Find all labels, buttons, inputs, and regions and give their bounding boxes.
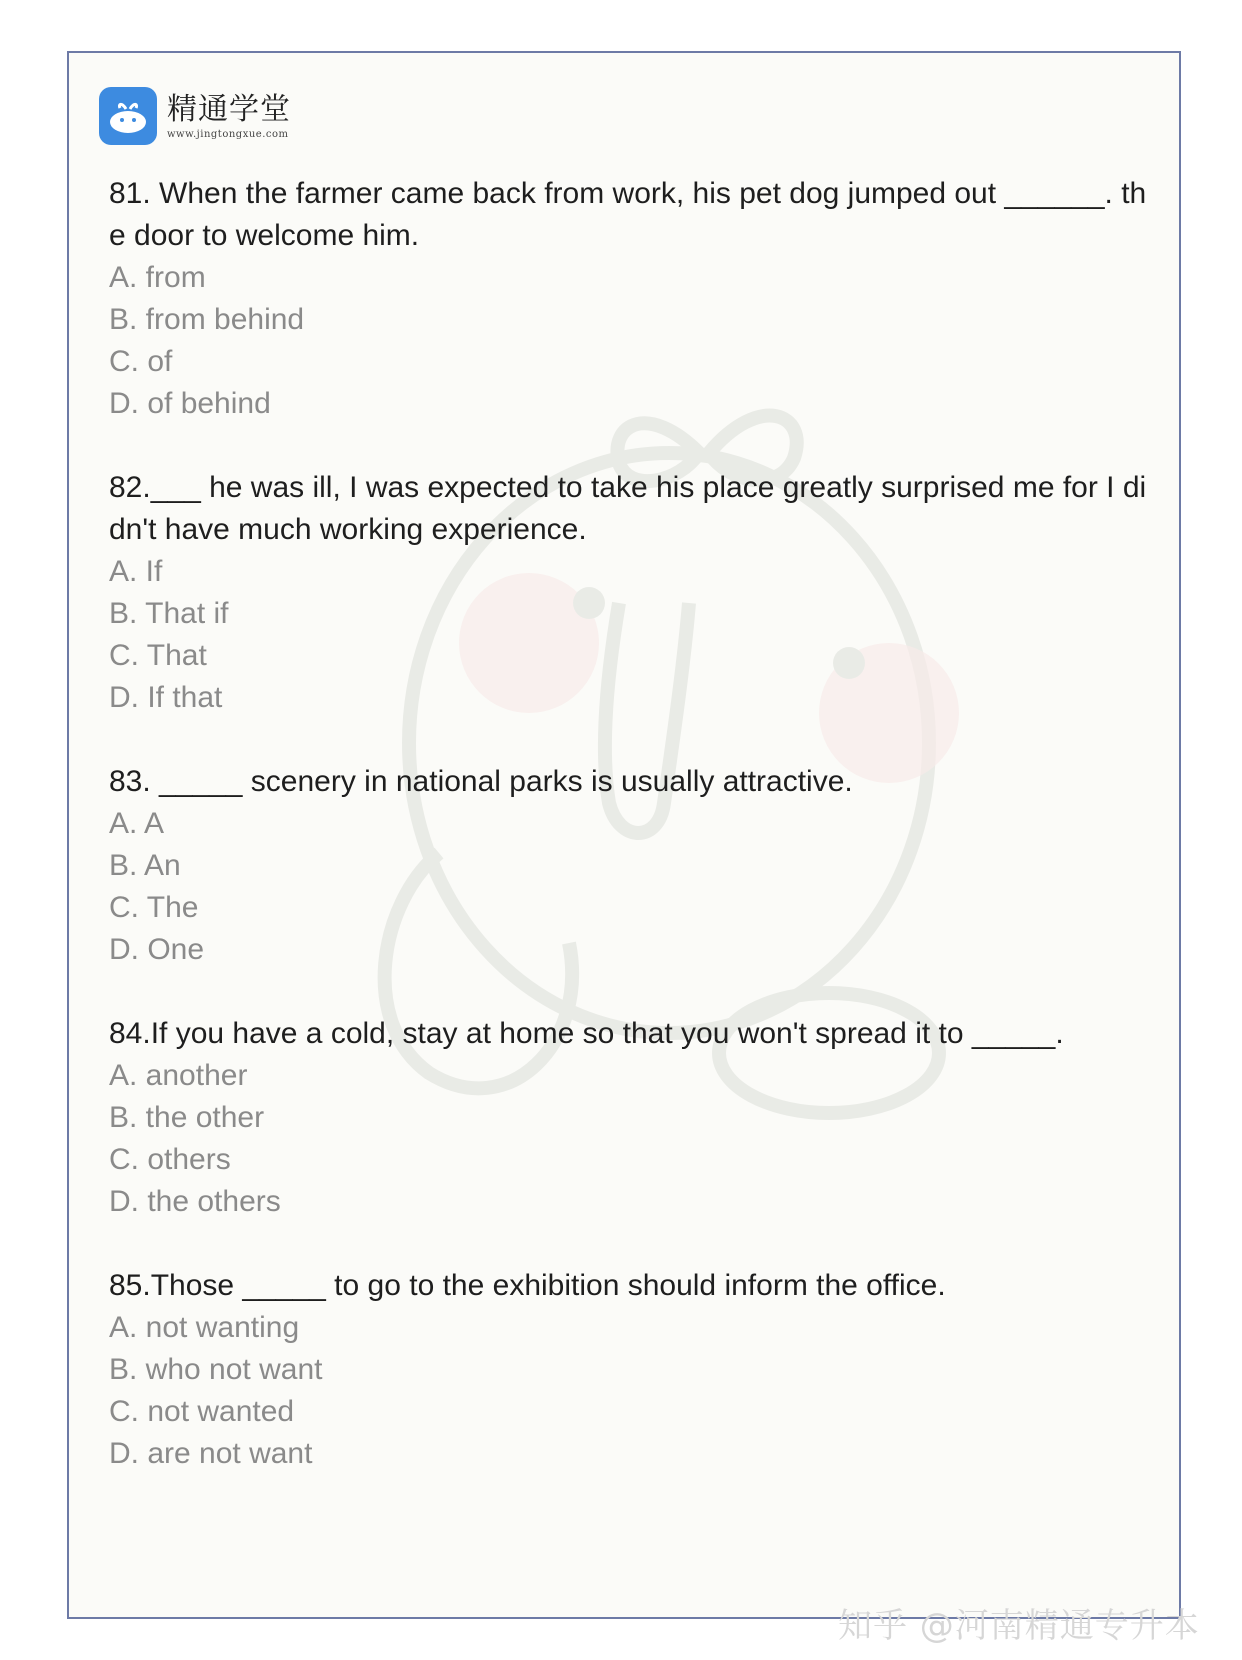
brand-name: 精通学堂 bbox=[167, 91, 291, 127]
option-b: B. the other bbox=[109, 1101, 265, 1134]
option-a: A. A bbox=[109, 807, 165, 840]
question-82 bbox=[109, 467, 1149, 719]
brand-logo bbox=[99, 87, 291, 145]
option-d: D. the others bbox=[109, 1185, 281, 1218]
question-text: 81. When the farmer came back from work, his pet dog jumped out ______. the door to welcome him. bbox=[109, 177, 1147, 252]
question-84 bbox=[109, 1013, 1149, 1223]
question-list bbox=[109, 173, 1149, 1517]
question-85 bbox=[109, 1265, 1149, 1475]
question-text: 84.If you have a cold, stay at home so that you won't spread it to _____. bbox=[109, 1017, 1064, 1050]
option-b: B. An bbox=[109, 849, 181, 882]
whale-logo-icon bbox=[99, 87, 157, 145]
question-text: 83. _____ scenery in national parks is usually attractive. bbox=[109, 765, 853, 798]
option-d: D. One bbox=[109, 933, 205, 966]
question-81 bbox=[109, 173, 1149, 425]
option-a: A. not wanting bbox=[109, 1311, 300, 1344]
option-a: A. another bbox=[109, 1059, 248, 1092]
question-text: 82.___ he was ill, I was expected to take his place greatly surprised me for I didn't have much working experience. bbox=[109, 471, 1147, 546]
option-c: C. The bbox=[109, 891, 199, 924]
document-page bbox=[67, 51, 1181, 1619]
option-c: C. not wanted bbox=[109, 1395, 295, 1428]
option-c: C. of bbox=[109, 345, 173, 378]
option-a: A. from bbox=[109, 261, 206, 294]
brand-url: www.jingtongxue.com bbox=[167, 128, 289, 140]
option-b: B. That if bbox=[109, 597, 229, 630]
footer-watermark: 知乎 @河南精通专升本 bbox=[838, 1606, 1200, 1646]
option-b: B. from behind bbox=[109, 303, 305, 336]
option-c: C. That bbox=[109, 639, 207, 672]
option-b: B. who not want bbox=[109, 1353, 323, 1386]
question-text: 85.Those _____ to go to the exhibition should inform the office. bbox=[109, 1269, 946, 1302]
option-d: D. If that bbox=[109, 681, 223, 714]
option-c: C. others bbox=[109, 1143, 231, 1176]
option-d: D. are not want bbox=[109, 1437, 313, 1470]
question-83 bbox=[109, 761, 1149, 971]
option-d: D. of behind bbox=[109, 387, 271, 420]
option-a: A. If bbox=[109, 555, 163, 588]
